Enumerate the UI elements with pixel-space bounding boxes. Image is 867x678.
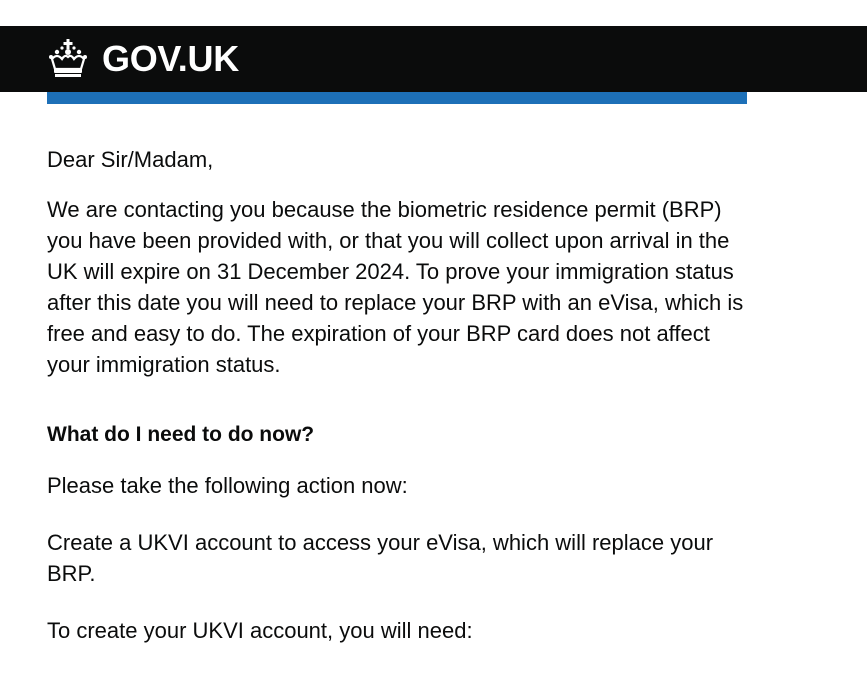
email-body: [47, 140, 747, 646]
header-accent-bar: [47, 92, 747, 104]
requirements-intro-paragraph: To create your UKVI account, you will need:: [47, 618, 473, 643]
greeting: Dear Sir/Madam,: [47, 147, 214, 172]
govuk-header: [0, 26, 867, 92]
govuk-logo-link[interactable]: [48, 39, 239, 79]
top-whitespace: [0, 0, 867, 26]
logo-text: GOV.UK: [102, 38, 239, 79]
create-account-paragraph: Create a UKVI account to access your eVisa, which will replace your BRP.: [47, 530, 714, 586]
intro-paragraph: We are contacting you because the biometric residence permit (BRP) you have been provided with, or that you will collect upon arrival in the UK will expire on 31 December 2024. To prove your immigration status after this date you will need to replace your BRP with an eVisa, which is free and easy to do. The expiration of your BRP card does not affect your immigration status.: [47, 197, 744, 377]
section-heading: What do I need to do now?: [47, 423, 315, 446]
crown-icon: [48, 39, 88, 79]
action-intro-paragraph: Please take the following action now:: [47, 473, 408, 498]
